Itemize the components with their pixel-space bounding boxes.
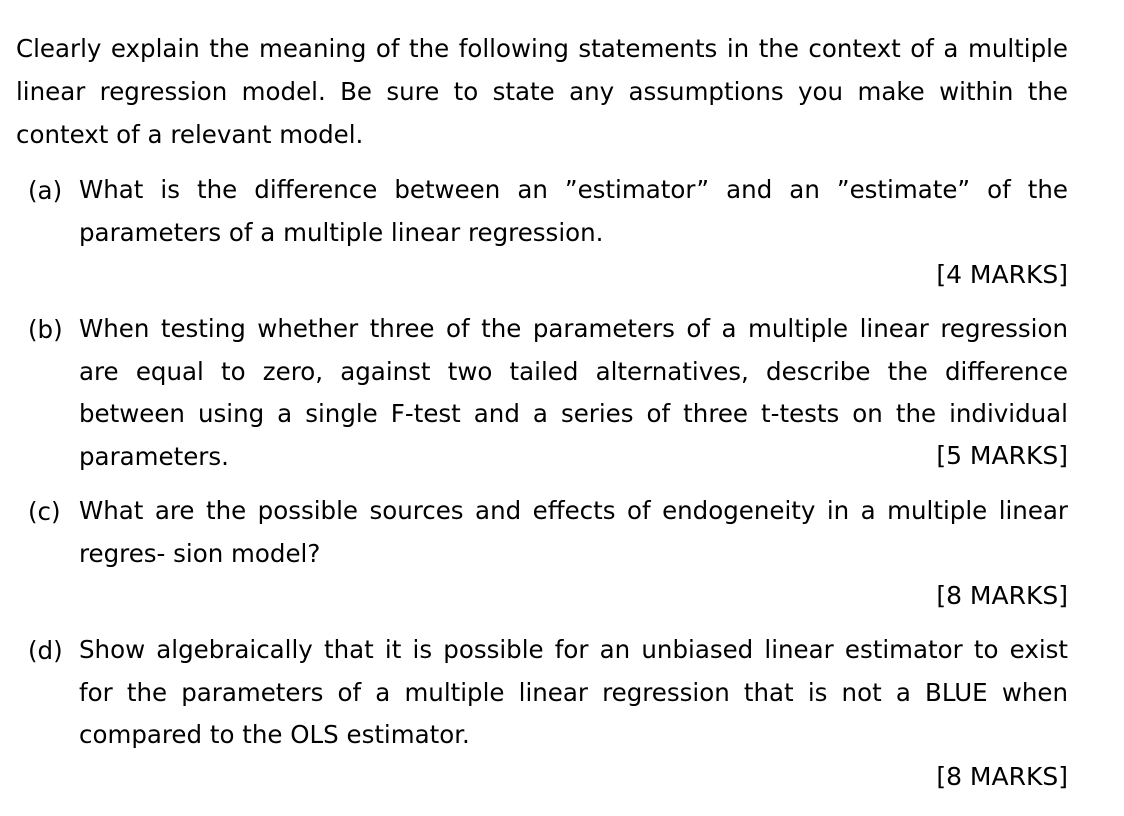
marks-label: [5 MARKS] bbox=[936, 441, 1068, 470]
question-item-c bbox=[16, 490, 1068, 580]
question-label: (c) bbox=[28, 497, 61, 526]
question-label: (d) bbox=[28, 636, 63, 665]
question-item-a bbox=[16, 169, 1068, 259]
question-text: What is the difference between an ”estimator” and an ”estimate” of the parameters of a multiple linear regression. bbox=[79, 175, 1068, 247]
marks-label: [8 MARKS] bbox=[936, 581, 1068, 610]
question-intro: Clearly explain the meaning of the following statements in the context of a multiple linear regression model. Be sure to state any assumptions you make within the context of a relevant model. bbox=[16, 34, 1068, 149]
question-item-d bbox=[16, 629, 1068, 759]
marks-label: [4 MARKS] bbox=[936, 260, 1068, 289]
marks-label: [8 MARKS] bbox=[936, 762, 1068, 791]
question-text: What are the possible sources and effects of endogeneity in a multiple linear regres- sion model? bbox=[79, 496, 1068, 568]
question-label: (b) bbox=[28, 315, 63, 344]
question-text: Show algebraically that it is possible for an unbiased linear estimator to exist for the parameters of a multiple linear regression that is not a BLUE when compared to the OLS estimator. bbox=[79, 635, 1068, 749]
question-text: When testing whether three of the parameters of a multiple linear regression are equal to zero, against two tailed alternatives, describe the difference between using a single F-test and a series of three t-tests on the individual parameters. bbox=[79, 314, 1068, 471]
question-label: (a) bbox=[28, 176, 63, 205]
